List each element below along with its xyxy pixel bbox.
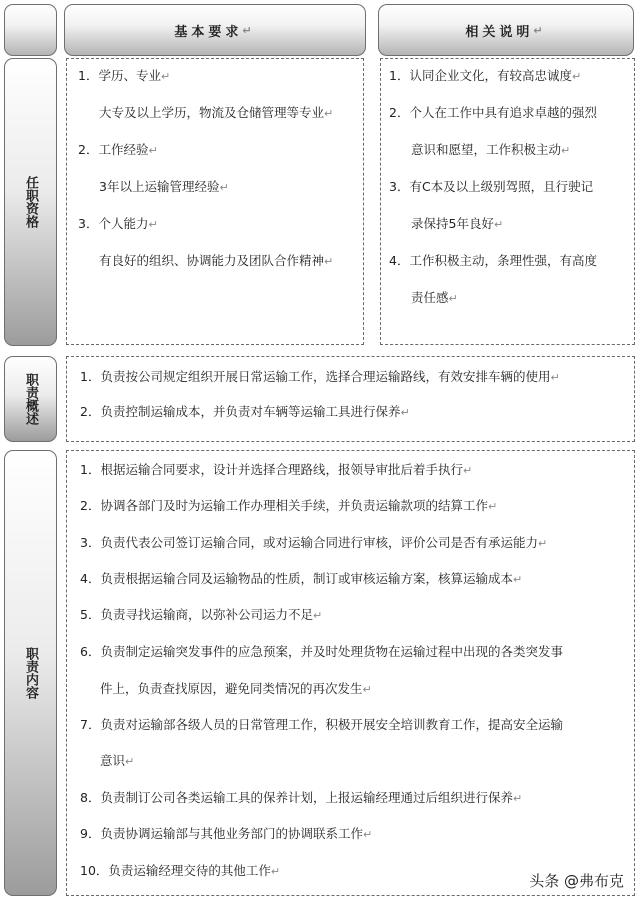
related-item-4-cont: 责任感↵ — [411, 290, 458, 305]
corner-tab — [4, 4, 57, 56]
content-item-1: 1．根据运输合同要求，设计并选择合理路线，报领导审批后着手执行↵ — [80, 462, 473, 477]
content-item-7-cont: 意识↵ — [100, 753, 135, 768]
related-item-2-cont: 意识和愿望，工作积极主动↵ — [411, 142, 571, 157]
overview-item-2: 2．负责控制运输成本，并负责对车辆等运输工具进行保养↵ — [80, 404, 410, 419]
content-item-5: 5．负责寻找运输商，以弥补公司运力不足↵ — [80, 607, 323, 622]
overview-item-1: 1．负责按公司规定组织开展日常运输工作，选择合理运输路线，有效安排车辆的使用↵ — [80, 369, 560, 384]
side-qualifications-label: 任职资格 — [23, 176, 38, 228]
header-related-notes — [378, 4, 634, 56]
side-tab-qualifications — [4, 58, 57, 346]
basic-item-1: 1．学历、专业↵ — [78, 68, 171, 83]
basic-item-3-detail: 有良好的组织、协调能力及团队合作精神↵ — [99, 253, 334, 268]
related-item-1: 1．认同企业文化，有较高忠诚度↵ — [389, 68, 582, 83]
content-item-9: 9．负责协调运输部与其他业务部门的协调联系工作↵ — [80, 826, 373, 841]
related-item-4: 4．工作积极主动，条理性强，有高度 — [389, 253, 597, 268]
content-item-3: 3．负责代表公司签订运输合同，或对运输合同进行审核，评价公司是否有承运能力↵ — [80, 535, 548, 550]
content-item-2: 2．协调各部门及时为运输工作办理相关手续，并负责运输款项的结算工作↵ — [80, 498, 498, 513]
side-overview-label: 职责概述 — [23, 373, 38, 425]
related-item-3: 3．有C本及以上级别驾照，且行驶记 — [389, 179, 594, 194]
basic-requirements-box — [66, 58, 364, 345]
basic-item-3: 3．个人能力↵ — [78, 216, 158, 231]
content-item-6: 6．负责制定运输突发事件的应急预案，并及时处理货物在运输过程中出现的各类突发事 — [80, 644, 563, 659]
watermark: 头条 @弗布克 — [529, 872, 624, 890]
content-item-7: 7．负责对运输部各级人员的日常管理工作，积极开展安全培训教育工作，提高安全运输 — [80, 717, 563, 732]
related-item-3-cont: 录保持5年良好↵ — [411, 216, 504, 231]
basic-item-1-detail: 大专及以上学历，物流及仓储管理等专业↵ — [99, 105, 334, 120]
content-item-10: 10．负责运输经理交待的其他工作↵ — [80, 863, 281, 878]
basic-item-2-detail: 3年以上运输管理经验↵ — [99, 179, 229, 194]
side-tab-content — [4, 450, 57, 896]
side-content-label: 职责内容 — [23, 647, 38, 699]
content-item-6-cont: 件上，负责查找原因，避免同类情况的再次发生↵ — [100, 681, 372, 696]
paragraph-mark: ↵ — [242, 23, 256, 37]
content-item-8: 8．负责制订公司各类运输工具的保养计划，上报运输经理通过后组织进行保养↵ — [80, 790, 523, 805]
related-item-2: 2．个人在工作中具有追求卓越的强烈 — [389, 105, 597, 120]
side-tab-overview — [4, 356, 57, 442]
header-basic-label: 基本要求 — [174, 24, 243, 40]
paragraph-mark: ↵ — [533, 23, 547, 37]
content-item-4: 4．负责根据运输合同及运输物品的性质，制订或审核运输方案，核算运输成本↵ — [80, 571, 523, 586]
header-basic-requirements — [64, 4, 366, 56]
basic-item-2: 2．工作经验↵ — [78, 142, 158, 157]
header-related-label: 相关说明 — [465, 24, 534, 40]
